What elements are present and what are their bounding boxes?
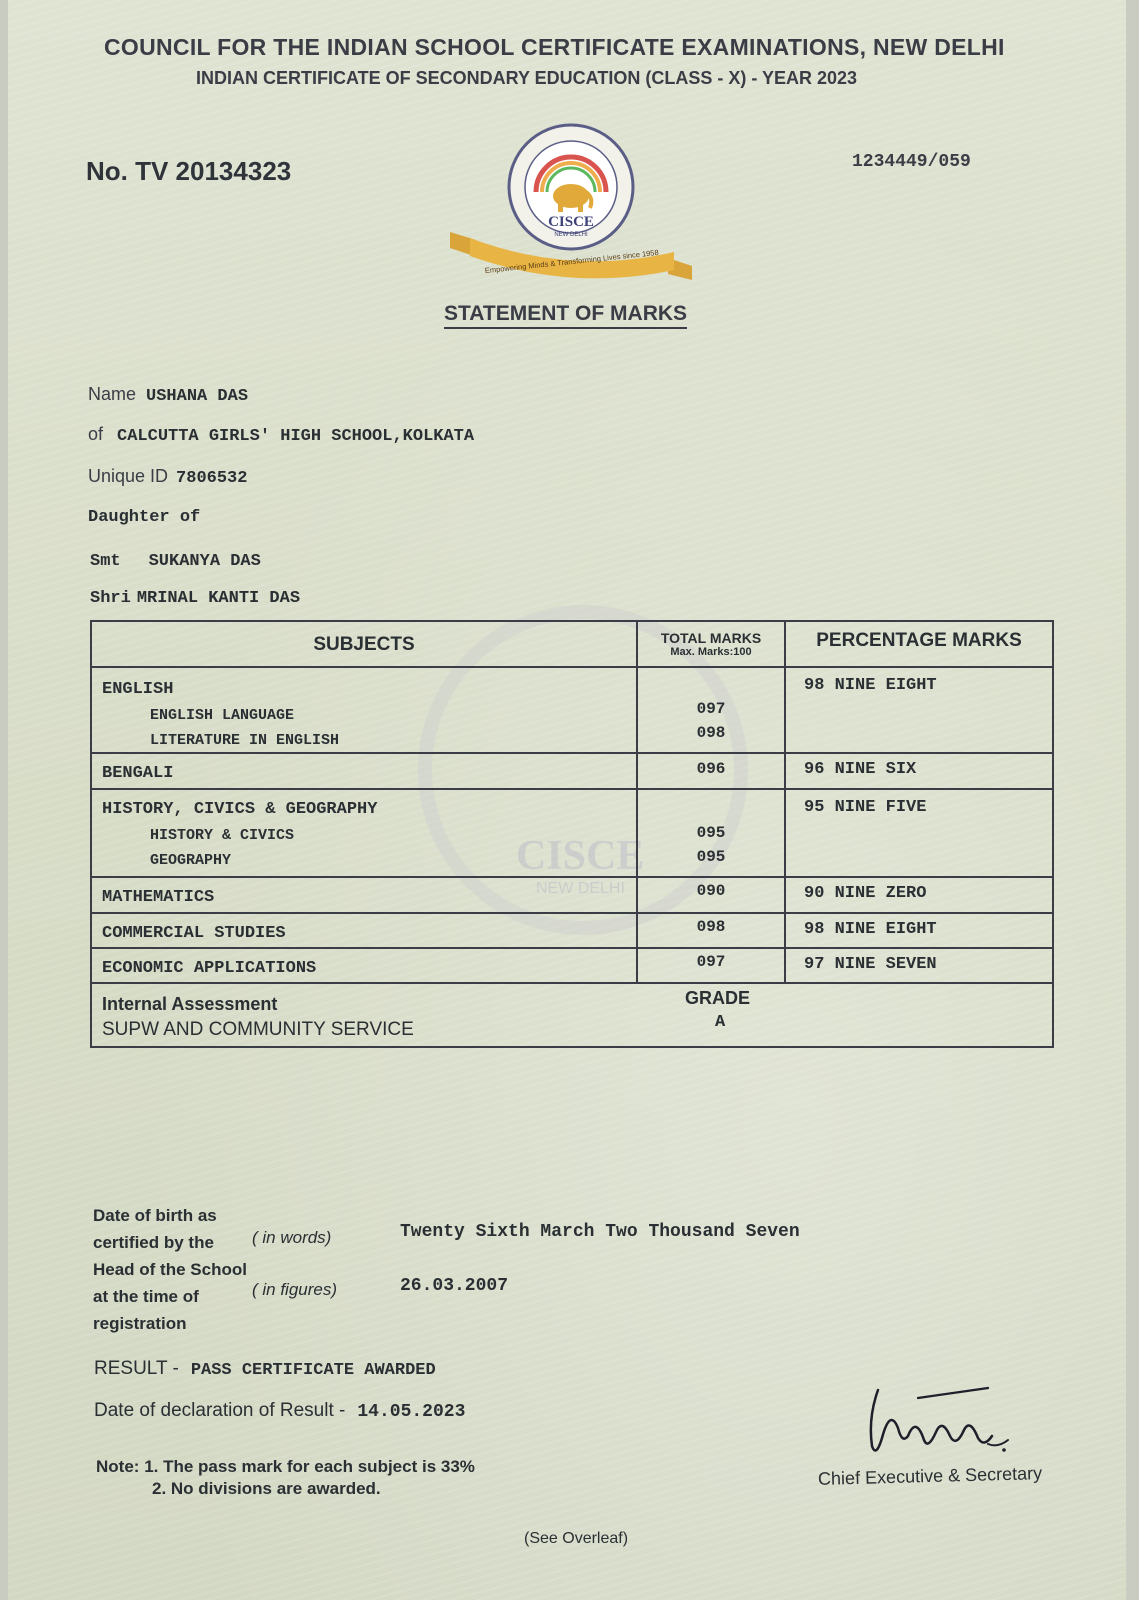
marks-value: 095 [696, 848, 726, 866]
mother-name: SUKANYA DAS [148, 552, 261, 571]
percent-value: 98 NINE EIGHT [804, 676, 937, 695]
marks-value: 097 [696, 700, 726, 718]
result-line [94, 1358, 436, 1380]
table-row [91, 789, 1053, 877]
subject-cell [91, 667, 637, 753]
school-line [88, 424, 474, 446]
percent-value: 95 NINE FIVE [804, 798, 927, 817]
father-title: Shri [90, 589, 131, 608]
candidate-name: USHANA DAS [146, 387, 249, 406]
subject-name: HISTORY, CIVICS & GEOGRAPHY [102, 800, 378, 819]
dob-figures-label: ( in figures) [252, 1280, 338, 1299]
signature-image [858, 1378, 1018, 1468]
table-row [91, 948, 1053, 983]
dob-label-line: at the time of [93, 1287, 199, 1306]
result-label: RESULT - [94, 1358, 179, 1379]
percent-value: 96 NINE SIX [804, 760, 917, 779]
watermark-subtext: NEW DELHI [536, 880, 625, 897]
sub-subject: LITERATURE IN ENGLISH [150, 732, 340, 749]
name-line [88, 384, 248, 406]
serial-number: 1234449/059 [852, 152, 971, 172]
percent-header-cell [785, 621, 1053, 667]
dob-label-line: Date of birth as [93, 1206, 217, 1225]
max-marks-header: Max. Marks:100 [670, 646, 752, 658]
subject-name: ECONOMIC APPLICATIONS [102, 959, 317, 978]
subjects-header-cell [91, 621, 637, 667]
marks-cell [637, 877, 785, 913]
declaration-date: 14.05.2023 [357, 1402, 466, 1422]
grade-cell [637, 983, 1053, 1047]
of-label: of [88, 424, 104, 444]
logo-subtext: NEW DELHI [554, 232, 588, 238]
percent-header: PERCENTAGE MARKS [816, 630, 1022, 651]
subject-name: ENGLISH [102, 680, 174, 699]
percent-cell [785, 877, 1053, 913]
subject-cell [91, 789, 637, 877]
marks-cell [637, 948, 785, 983]
percent-cell [785, 789, 1053, 877]
sub-subject: ENGLISH LANGUAGE [150, 707, 295, 724]
note-1: 1. The pass mark for each subject is 33% [144, 1457, 475, 1476]
subject-cell [91, 913, 637, 948]
ia-label: Internal Assessment [102, 994, 278, 1014]
table-row [91, 913, 1053, 948]
marks-cell [637, 789, 785, 877]
internal-assessment-row [91, 983, 1053, 1047]
marks-value: 096 [696, 760, 726, 778]
percent-cell [785, 667, 1053, 753]
dob-words-label: ( in words) [252, 1228, 332, 1247]
marks-table [90, 620, 1054, 1048]
council-heading: COUNCIL FOR THE INDIAN SCHOOL CERTIFICATE EXAMINATIONS, NEW DELHI [104, 34, 1005, 60]
subject-cell [91, 753, 637, 789]
dob-in-figures: 26.03.2007 [400, 1276, 509, 1296]
result-value: PASS CERTIFICATE AWARDED [190, 1361, 436, 1380]
note-2: 2. No divisions are awarded. [152, 1479, 381, 1498]
ia-subject: SUPW AND COMMUNITY SERVICE [102, 1019, 414, 1040]
school-name: CALCUTTA GIRLS' HIGH SCHOOL,KOLKATA [117, 427, 475, 446]
dob-label-line: registration [93, 1314, 187, 1333]
percent-value: 90 NINE ZERO [804, 884, 927, 903]
mother-title: Smt [90, 552, 121, 571]
grade-label: GRADE [685, 988, 751, 1008]
dob-label-line: Head of the School [93, 1260, 247, 1279]
marks-value: 098 [696, 724, 726, 742]
note-label: Note: [96, 1457, 140, 1476]
ia-subject-cell [91, 983, 637, 1047]
table-header-row [91, 621, 1053, 667]
total-header-cell [637, 621, 785, 667]
percent-cell [785, 753, 1053, 789]
logo-text: CISCE [548, 214, 594, 230]
declaration-line [94, 1400, 465, 1422]
relation-label: Daughter of [88, 508, 201, 527]
grade-value: A [715, 1013, 726, 1032]
dob-label-line: certified by the [93, 1233, 214, 1252]
subjects-header: SUBJECTS [313, 634, 415, 655]
exam-subheading: INDIAN CERTIFICATE OF SECONDARY EDUCATION (CLASS - X) - YEAR 2023 [196, 68, 858, 88]
sub-subject: GEOGRAPHY [150, 852, 232, 869]
subject-cell [91, 948, 637, 983]
father-line [90, 589, 300, 608]
father-name: MRINAL KANTI DAS [136, 589, 301, 608]
percent-value: 98 NINE EIGHT [804, 920, 937, 939]
declaration-label: Date of declaration of Result - [94, 1400, 346, 1421]
notes-block [96, 1456, 475, 1500]
marks-value: 098 [696, 918, 726, 936]
marks-cell [637, 667, 785, 753]
subject-name: COMMERCIAL STUDIES [102, 924, 286, 943]
uid-label: Unique ID [88, 466, 169, 486]
marks-value: 095 [696, 824, 726, 842]
marks-cell [637, 913, 785, 948]
logo-ribbon [446, 226, 696, 282]
dob-label-block [93, 1202, 247, 1337]
watermark-text: CISCE [516, 833, 645, 879]
uid-line [88, 466, 247, 488]
percent-cell [785, 948, 1053, 983]
signatory-title: Chief Executive & Secretary [817, 1463, 1043, 1489]
total-header: TOTAL MARKS [660, 630, 762, 646]
percent-cell [785, 913, 1053, 948]
subject-name: MATHEMATICS [102, 888, 215, 907]
subject-name: BENGALI [102, 764, 174, 783]
dob-in-words: Twenty Sixth March Two Thousand Seven [400, 1222, 800, 1242]
table-row [91, 753, 1053, 789]
sub-subject: HISTORY & CIVICS [150, 827, 295, 844]
see-overleaf: (See Overleaf) [524, 1530, 629, 1547]
table-row [91, 877, 1053, 913]
marks-value: 097 [696, 953, 726, 971]
percent-value: 97 NINE SEVEN [804, 955, 937, 974]
name-label: Name [88, 384, 137, 404]
marks-value: 090 [696, 882, 726, 900]
unique-id: 7806532 [176, 469, 248, 488]
table-row [91, 667, 1053, 753]
mother-line [90, 552, 261, 571]
marks-cell [637, 753, 785, 789]
document-title: STATEMENT OF MARKS [444, 302, 687, 329]
certificate-number: No. TV 20134323 [86, 156, 292, 186]
subject-cell [91, 877, 637, 913]
ribbon-text: Empowering Minds & Transforming Lives since 1958 [484, 247, 660, 276]
marks-statement-sheet [8, 0, 1126, 1600]
